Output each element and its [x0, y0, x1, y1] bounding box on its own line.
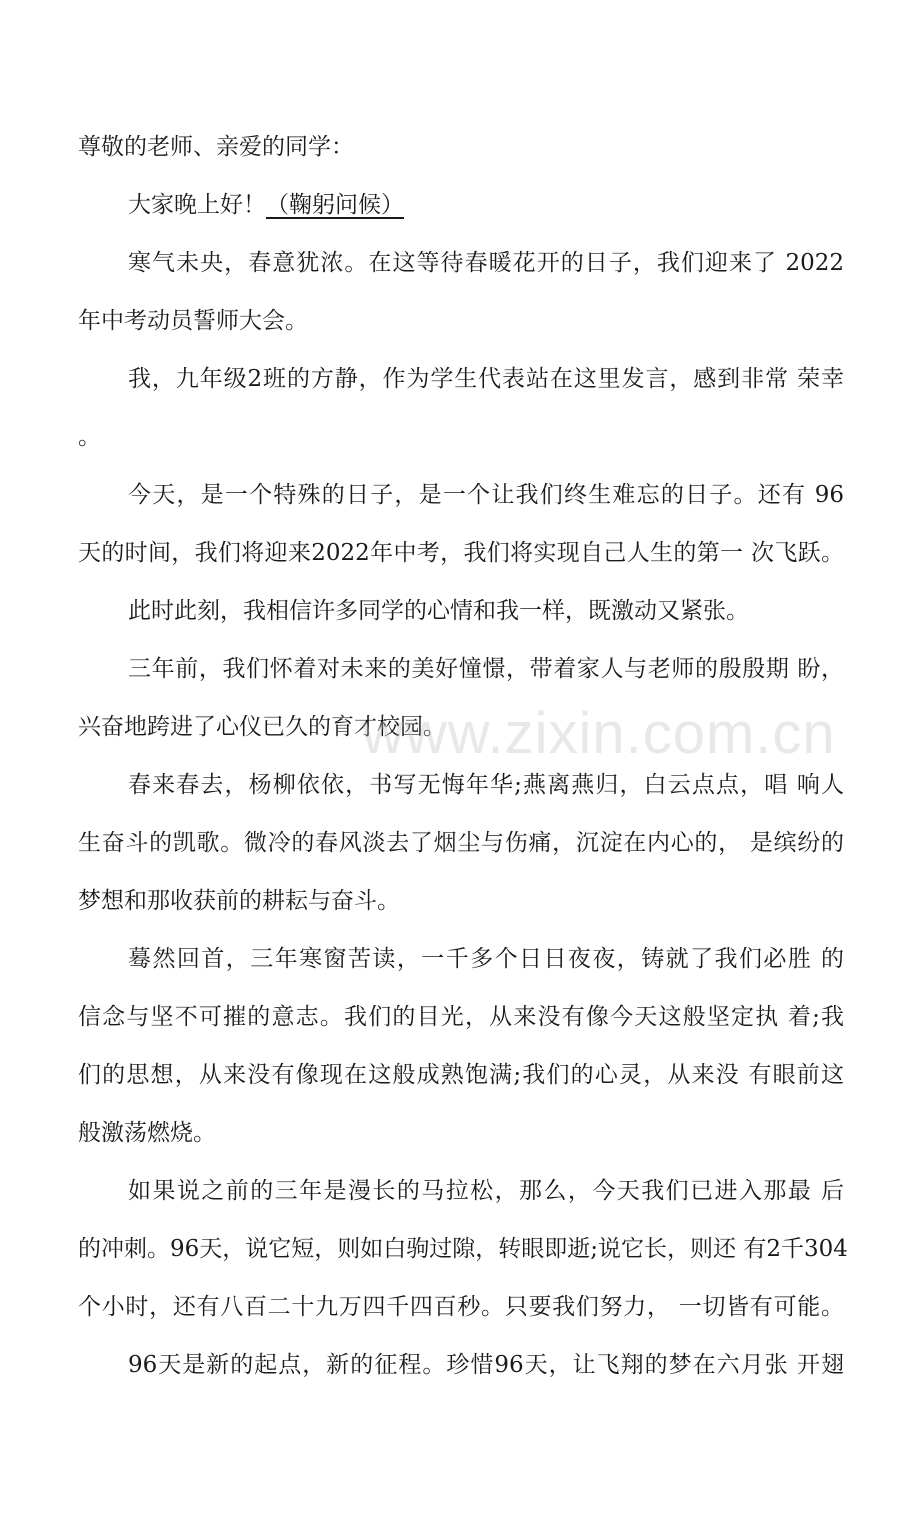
paragraph-line: 寒气未央，春意犹浓。在这等待春暖花开的日子，我们迎来了 2022 — [128, 250, 844, 276]
paragraph-line: 生奋斗的凯歌。微冷的春风淡去了烟尘与伤痛，沉淀在内心的， 是缤纷的 — [78, 830, 844, 856]
paragraph-line: 此时此刻，我相信许多同学的心情和我一样，既激动又紧张。 — [128, 598, 749, 624]
salutation: 尊敬的老师、亲爱的同学： — [78, 134, 354, 160]
watermark: www.zixin.com.cn — [362, 701, 836, 766]
paragraph-line: 梦想和那收获前的耕耘与奋斗。 — [78, 888, 400, 914]
paragraph-line: 蓦然回首，三年寒窗苦读，一千多个日日夜夜，铸就了我们必胜 的 — [128, 946, 844, 972]
paragraph-line: 般激荡燃烧。 — [78, 1120, 216, 1146]
paragraph-line: 天的时间，我们将迎来2022年中考，我们将实现自己人生的第一 次飞跃。 — [78, 540, 844, 566]
paragraph-line: 的冲刺。96天，说它短，则如白驹过隙，转眼即逝;说它长，则还 有2千304 — [78, 1236, 848, 1262]
paragraph-line: 。 — [78, 424, 101, 450]
paragraph-line: 三年前，我们怀着对未来的美好憧憬，带着家人与老师的殷殷期 盼， — [128, 656, 844, 682]
paragraph-line: 年中考动员誓师大会。 — [78, 308, 308, 334]
paragraph-line: 如果说之前的三年是漫长的马拉松，那么，今天我们已进入那最 后 — [128, 1178, 844, 1204]
greeting-line — [78, 176, 844, 234]
greeting: 大家晚上好！ — [128, 192, 266, 218]
greeting-note: （鞠躬问候） — [266, 192, 404, 218]
paragraph-line: 春来春去，杨柳依依，书写无悔年华;燕离燕归，白云点点，唱 响人 — [128, 772, 844, 798]
paragraph-line: 今天，是一个特殊的日子，是一个让我们终生难忘的日子。还有 96 — [128, 482, 844, 508]
paragraph-line: 96天是新的起点，新的征程。珍惜96天，让飞翔的梦在六月张 开翅 — [128, 1352, 844, 1378]
paragraph-line: 兴奋地跨进了心仪已久的育才校园。 — [78, 714, 446, 740]
paragraph-line: 信念与坚不可摧的意志。我们的目光，从来没有像今天这般坚定执 着;我 — [78, 1004, 844, 1030]
paragraph-line: 们的思想，从来没有像现在这般成熟饱满;我们的心灵，从来没 有眼前这 — [78, 1062, 844, 1088]
paragraph-line: 我，九年级2班的方静，作为学生代表站在这里发言，感到非常 荣幸 — [128, 366, 844, 392]
paragraph-line: 个小时，还有八百二十九万四千四百秒。只要我们努力， 一切皆有可能。 — [78, 1294, 844, 1320]
